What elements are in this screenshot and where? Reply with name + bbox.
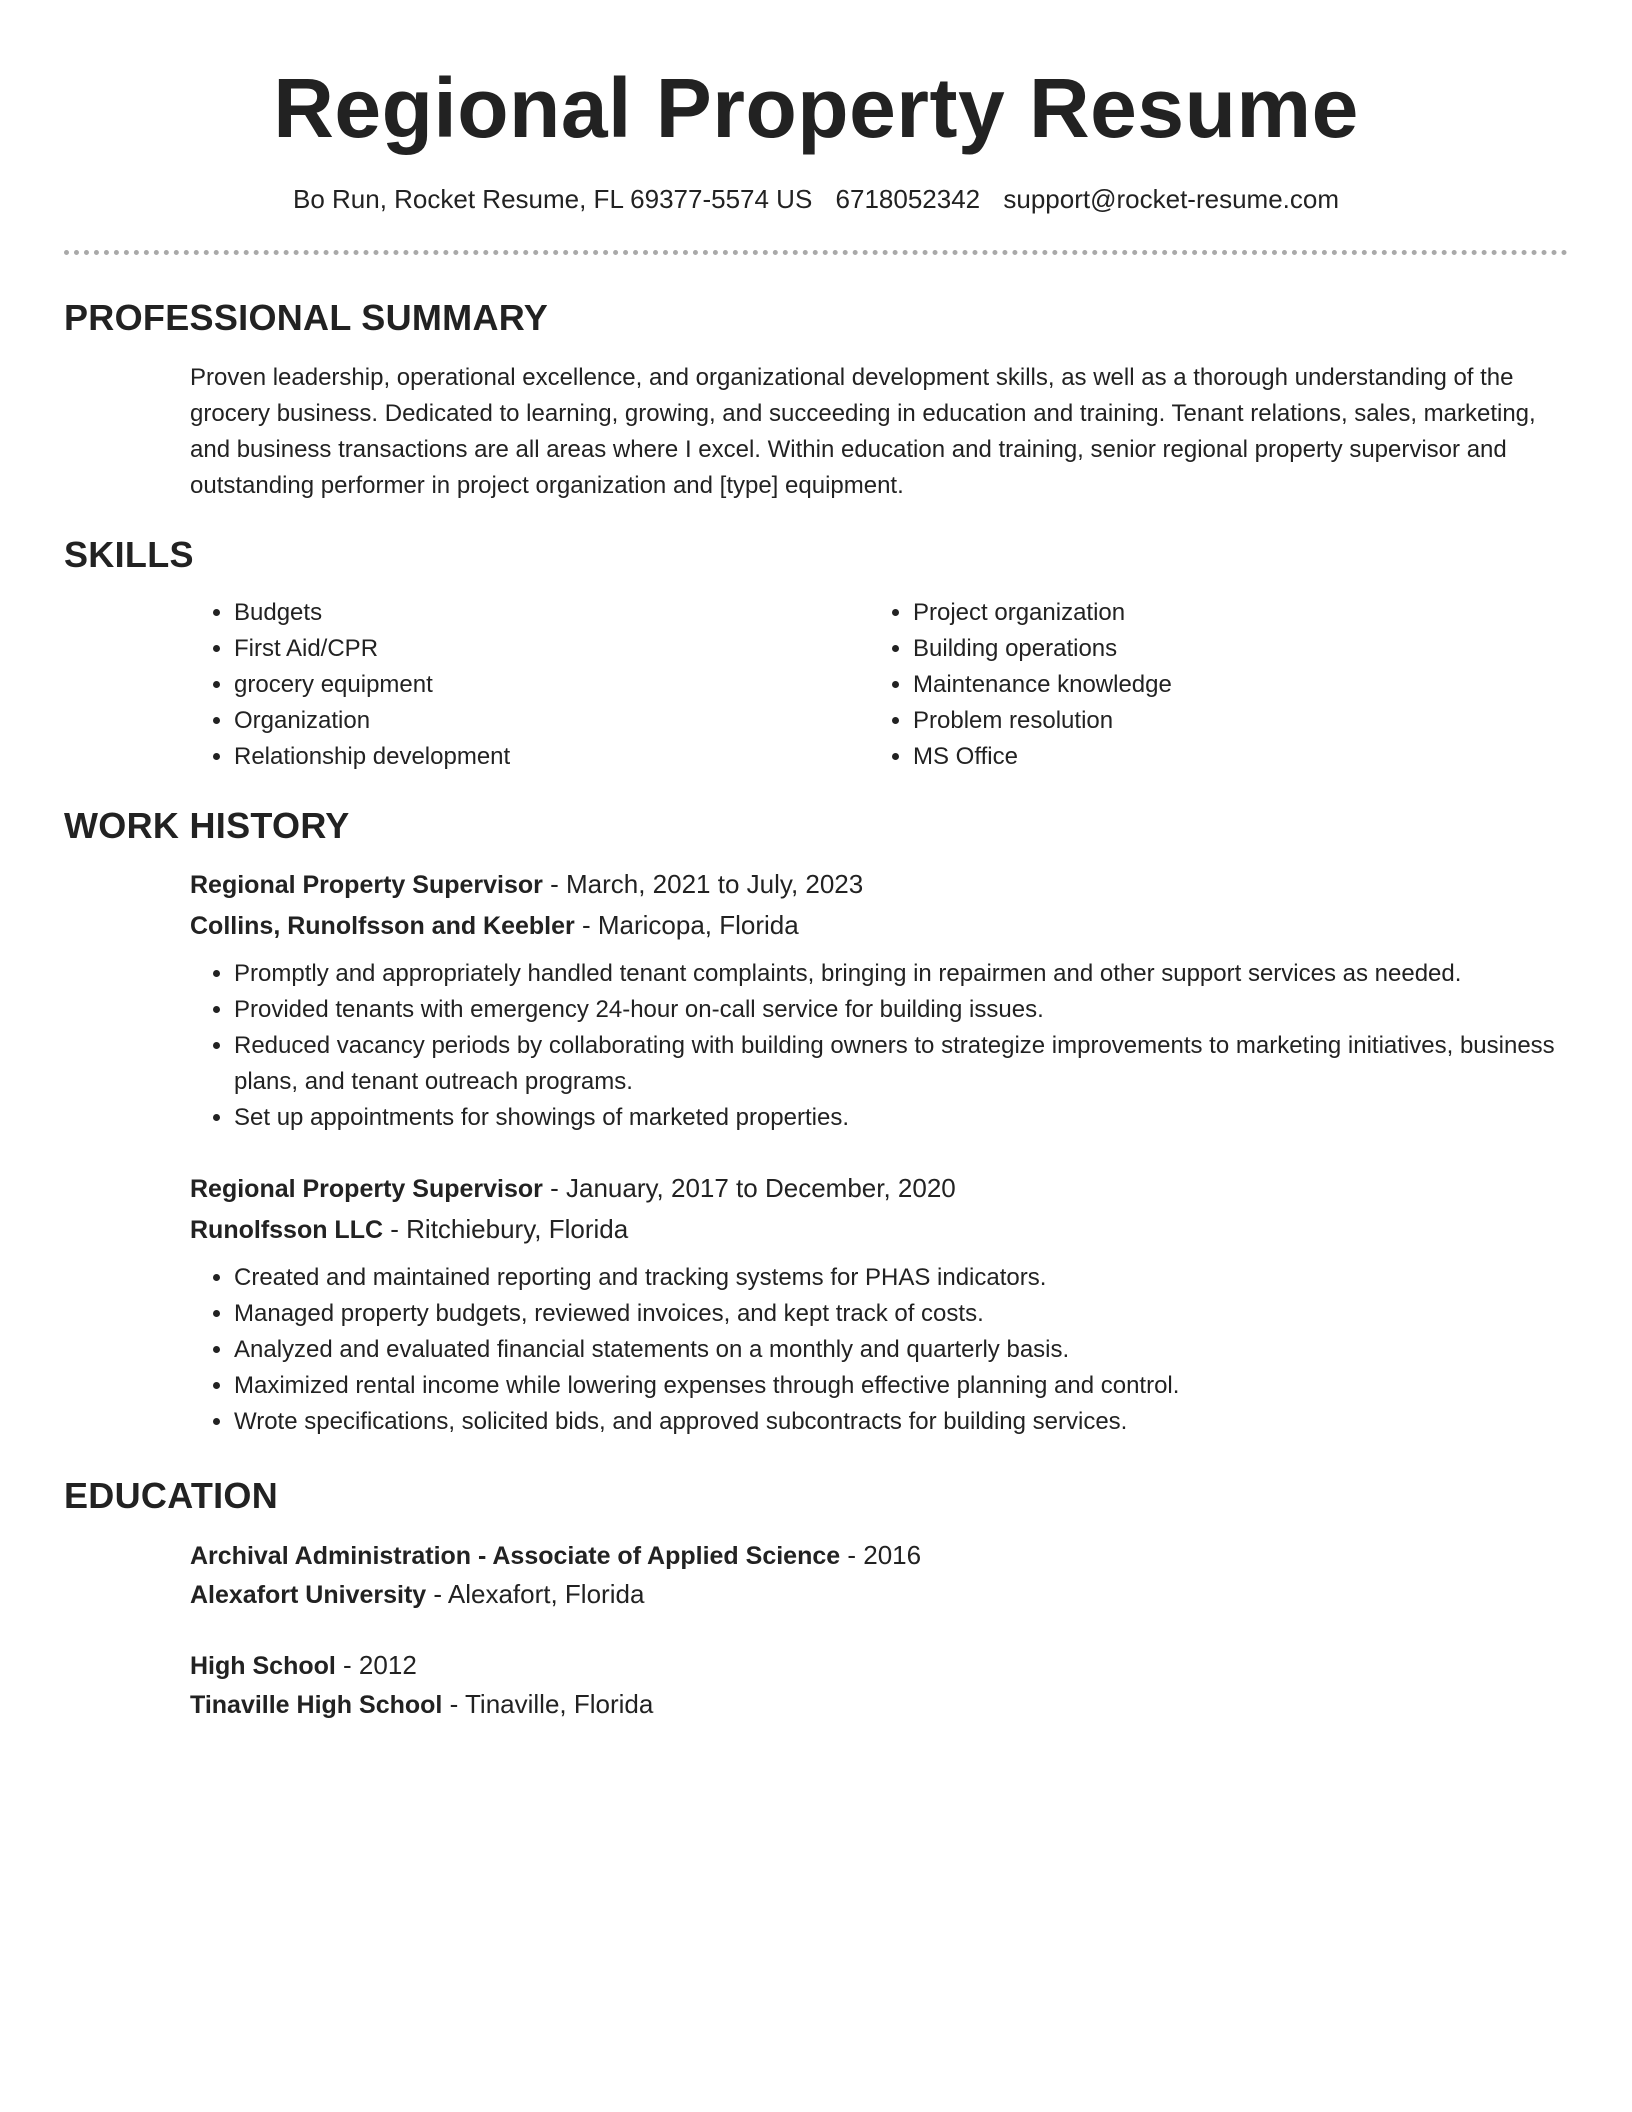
job-bullet: • Reduced vacancy periods by collaborating with building owners to strategize improvements to marketing initiatives, business plans, and tenant outreach programs. — [234, 1028, 1568, 1100]
education-degree: Archival Administration - Associate of Applied Science — [190, 1542, 841, 1570]
job-title: Regional Property Supervisor — [190, 1175, 543, 1203]
job-entry — [190, 1168, 1568, 1440]
work-heading: WORK HISTORY — [64, 805, 350, 846]
skill-item: • grocery equipment — [234, 667, 889, 703]
summary-text: Proven leadership, operational excellence, and organizational development skills, as well as a thorough understanding of the grocery business. Dedicated to learning, growing, and succeeding in education and training. Tenant relations, sales, marketing, and business transactions are all areas where I excel. Within education and training, senior regional property supervisor and outstanding performer in project organization and [type] equipment. — [190, 364, 1536, 499]
education-heading: EDUCATION — [64, 1475, 279, 1516]
skill-item: • Problem resolution — [913, 703, 1568, 739]
skill-item: • Maintenance knowledge — [913, 667, 1568, 703]
skills-right-list — [889, 595, 1568, 775]
education-degree-line — [190, 1646, 1568, 1685]
education-entry — [190, 1646, 1568, 1724]
skills-columns — [190, 595, 1568, 775]
skill-item: • First Aid/CPR — [234, 631, 889, 667]
skill-item: • Relationship development — [234, 739, 889, 775]
summary-heading: PROFESSIONAL SUMMARY — [64, 297, 549, 338]
resume-title: Regional Property Resume — [273, 61, 1359, 155]
education-entry — [190, 1536, 1568, 1614]
skill-item: • MS Office — [913, 739, 1568, 775]
contact-line — [0, 182, 1632, 216]
job-bullet: • Maximized rental income while lowering expenses through effective planning and control. — [234, 1368, 1568, 1404]
job-company-line — [190, 905, 1568, 946]
skill-item: • Organization — [234, 703, 889, 739]
education-degree-line — [190, 1536, 1568, 1575]
job-bullets — [190, 1260, 1568, 1440]
work-section — [64, 804, 1568, 1440]
job-location: - Maricopa, Florida — [574, 910, 799, 940]
job-location: - Ritchiebury, Florida — [383, 1214, 629, 1244]
contact-phone: 6718052342 — [835, 184, 981, 214]
education-year: - 2012 — [335, 1650, 417, 1680]
header-divider — [64, 250, 1568, 255]
skills-section — [64, 533, 1568, 775]
job-company: Collins, Runolfsson and Keebler — [190, 912, 575, 940]
summary-section — [64, 296, 1568, 504]
skill-item: • Project organization — [913, 595, 1568, 631]
education-location: - Tinaville, Florida — [442, 1689, 654, 1719]
education-location: - Alexafort, Florida — [426, 1579, 645, 1609]
job-bullet: • Wrote specifications, solicited bids, and approved subcontracts for building services. — [234, 1404, 1568, 1440]
job-bullet: • Promptly and appropriately handled tenant complaints, bringing in repairmen and other support services as needed. — [234, 956, 1568, 992]
job-title: Regional Property Supervisor — [190, 871, 543, 899]
job-bullet: • Provided tenants with emergency 24-hour on-call service for building issues. — [234, 992, 1568, 1028]
job-dates: - March, 2021 to July, 2023 — [542, 869, 864, 899]
skills-heading: SKILLS — [64, 534, 194, 575]
job-bullet: • Managed property budgets, reviewed invoices, and kept track of costs. — [234, 1296, 1568, 1332]
contact-email: support@rocket-resume.com — [1003, 184, 1340, 214]
skill-item: • Building operations — [913, 631, 1568, 667]
job-bullet: • Created and maintained reporting and tracking systems for PHAS indicators. — [234, 1260, 1568, 1296]
job-dates: - January, 2017 to December, 2020 — [542, 1173, 956, 1203]
job-bullet: • Analyzed and evaluated financial statements on a monthly and quarterly basis. — [234, 1332, 1568, 1368]
education-school: Alexafort University — [190, 1581, 427, 1609]
job-title-line — [190, 1168, 1568, 1209]
job-entry — [190, 864, 1568, 1136]
job-bullet: • Set up appointments for showings of marketed properties. — [234, 1100, 1568, 1136]
skill-item: • Budgets — [234, 595, 889, 631]
education-degree: High School — [190, 1652, 336, 1680]
education-school-line — [190, 1575, 1568, 1614]
job-company-line — [190, 1209, 1568, 1250]
education-year: - 2016 — [840, 1540, 922, 1570]
skills-left-list — [190, 595, 889, 775]
education-school-line — [190, 1685, 1568, 1724]
job-company: Runolfsson LLC — [190, 1216, 384, 1244]
education-school: Tinaville High School — [190, 1691, 443, 1719]
education-section — [64, 1474, 1568, 1724]
job-title-line — [190, 864, 1568, 905]
contact-address: Bo Run, Rocket Resume, FL 69377-5574 US — [292, 184, 813, 214]
job-bullets — [190, 956, 1568, 1136]
